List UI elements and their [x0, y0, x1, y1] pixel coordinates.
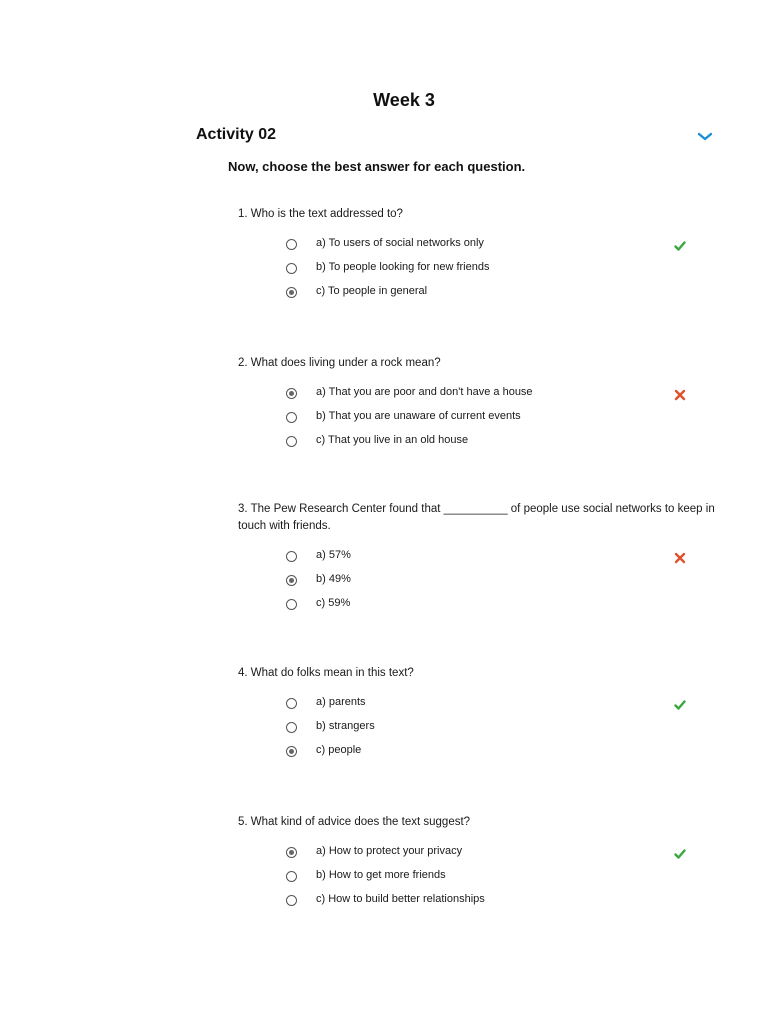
answer-option[interactable]: [238, 596, 730, 620]
option-label[interactable]: a) parents: [316, 696, 366, 708]
option-label[interactable]: c) To people in general: [316, 285, 428, 297]
option-label[interactable]: a) That you are poor and don't have a house: [316, 386, 533, 398]
answer-option[interactable]: [238, 719, 730, 743]
cross-icon: [674, 552, 686, 564]
answer-option[interactable]: [238, 260, 730, 284]
answer-option[interactable]: [238, 548, 730, 572]
radio-unselected[interactable]: [286, 239, 297, 250]
radio-dot: [289, 578, 294, 583]
radio-unselected[interactable]: [286, 263, 297, 274]
radio-dot: [289, 749, 294, 754]
instructions-text: Now, choose the best answer for each question.: [228, 159, 526, 174]
option-label[interactable]: c) That you live in an old house: [316, 434, 469, 446]
option-label[interactable]: a) To users of social networks only: [316, 237, 484, 249]
radio-selected[interactable]: [286, 287, 297, 298]
activity-title: Activity 02: [196, 126, 277, 143]
checkmark-icon: [674, 240, 686, 252]
radio-unselected[interactable]: [286, 895, 297, 906]
option-label[interactable]: b) That you are unaware of current events: [316, 410, 521, 422]
question-text: 2. What does living under a rock mean?: [238, 357, 441, 369]
option-label[interactable]: c) How to build better relationships: [316, 893, 485, 905]
answer-option[interactable]: [238, 284, 730, 308]
chevron-down-icon[interactable]: [696, 126, 714, 146]
option-label[interactable]: b) How to get more friends: [316, 869, 446, 881]
checkmark-icon: [674, 699, 686, 711]
question-text: 3. The Pew Research Center found that __________ of people use social networks to keep in touch with friends.: [238, 503, 715, 532]
question-5: [238, 814, 730, 916]
answer-option[interactable]: [238, 743, 730, 767]
radio-unselected[interactable]: [286, 551, 297, 562]
question-4: [238, 665, 730, 767]
answer-option[interactable]: [238, 236, 730, 260]
answer-option[interactable]: [238, 868, 730, 892]
radio-unselected[interactable]: [286, 871, 297, 882]
radio-dot: [289, 850, 294, 855]
radio-unselected[interactable]: [286, 599, 297, 610]
radio-unselected[interactable]: [286, 698, 297, 709]
question-text: 4. What do folks mean in this text?: [238, 667, 414, 679]
radio-selected[interactable]: [286, 746, 297, 757]
answer-option[interactable]: [238, 572, 730, 596]
option-label[interactable]: c) people: [316, 744, 362, 756]
option-group: [238, 236, 730, 308]
activity-header: [196, 126, 720, 150]
option-label[interactable]: b) strangers: [316, 720, 375, 732]
option-group: [238, 385, 730, 457]
option-label[interactable]: a) How to protect your privacy: [316, 845, 463, 857]
answer-option[interactable]: [238, 433, 730, 457]
option-group: [238, 548, 730, 620]
answer-option[interactable]: [238, 844, 730, 868]
question-2: [238, 355, 730, 457]
option-label[interactable]: a) 57%: [316, 549, 351, 561]
radio-unselected[interactable]: [286, 436, 297, 447]
radio-dot: [289, 391, 294, 396]
answer-option[interactable]: [238, 385, 730, 409]
radio-dot: [289, 290, 294, 295]
option-label[interactable]: c) 59%: [316, 597, 351, 609]
question-text: 5. What kind of advice does the text suggest?: [238, 816, 471, 828]
option-label[interactable]: b) To people looking for new friends: [316, 261, 490, 273]
page-title: Week 3: [373, 90, 435, 110]
option-group: [238, 844, 730, 916]
radio-unselected[interactable]: [286, 412, 297, 423]
question-1: [238, 206, 730, 308]
question-3: [238, 501, 730, 620]
answer-option[interactable]: [238, 695, 730, 719]
answer-option[interactable]: [238, 892, 730, 916]
checkmark-icon: [674, 848, 686, 860]
option-group: [238, 695, 730, 767]
question-text: 1. Who is the text addressed to?: [238, 208, 403, 220]
answer-option[interactable]: [238, 409, 730, 433]
radio-selected[interactable]: [286, 575, 297, 586]
option-label[interactable]: b) 49%: [316, 573, 351, 585]
radio-unselected[interactable]: [286, 722, 297, 733]
cross-icon: [674, 389, 686, 401]
radio-selected[interactable]: [286, 847, 297, 858]
radio-selected[interactable]: [286, 388, 297, 399]
